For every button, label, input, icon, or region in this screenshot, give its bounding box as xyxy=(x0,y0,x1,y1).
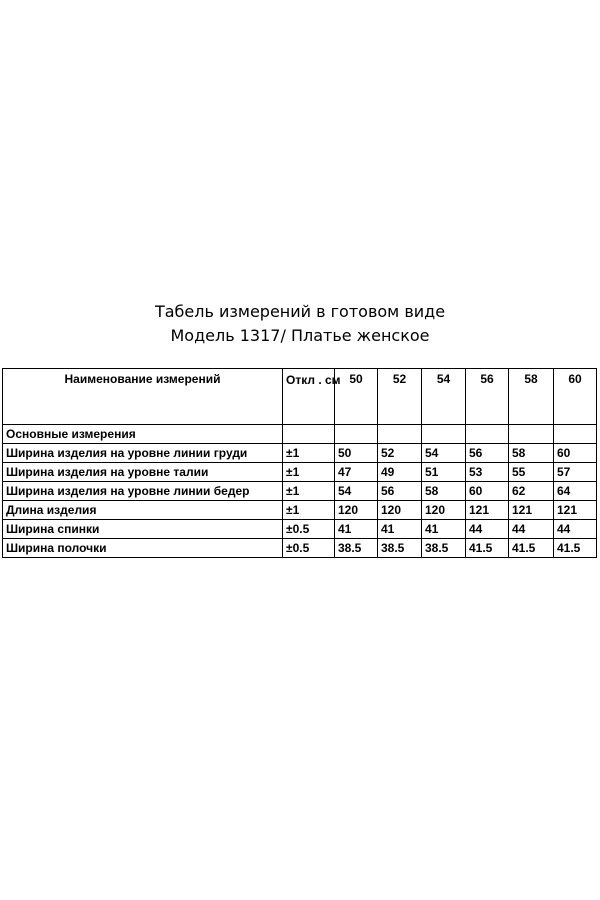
table-cell xyxy=(466,425,509,444)
row-value: 38.5 xyxy=(422,539,466,558)
table-cell xyxy=(378,425,422,444)
row-value: 44 xyxy=(509,520,554,539)
header-size: 54 xyxy=(422,369,466,425)
row-value: 120 xyxy=(378,501,422,520)
row-value: 121 xyxy=(554,501,597,520)
document-title xyxy=(0,300,600,348)
row-value: 58 xyxy=(422,482,466,501)
row-value: 44 xyxy=(554,520,597,539)
row-value: 41 xyxy=(335,520,378,539)
row-tolerance: ±1 xyxy=(283,501,335,520)
row-value: 60 xyxy=(554,444,597,463)
row-value: 60 xyxy=(466,482,509,501)
header-name: Наименование измерений xyxy=(3,369,283,425)
table-row xyxy=(3,463,597,482)
row-tolerance: ±1 xyxy=(283,482,335,501)
row-value: 52 xyxy=(378,444,422,463)
row-value: 53 xyxy=(466,463,509,482)
row-value: 58 xyxy=(509,444,554,463)
row-tolerance: ±0.5 xyxy=(283,520,335,539)
header-size: 56 xyxy=(466,369,509,425)
row-value: 49 xyxy=(378,463,422,482)
header-size: 50 xyxy=(335,369,378,425)
row-value: 41 xyxy=(422,520,466,539)
row-value: 57 xyxy=(554,463,597,482)
header-size: 60 xyxy=(554,369,597,425)
title-line-1: Табель измерений в готовом виде xyxy=(154,302,446,321)
row-tolerance: ±1 xyxy=(283,463,335,482)
table-cell xyxy=(509,425,554,444)
row-name: Ширина изделия на уровне линии груди xyxy=(3,444,283,463)
row-value: 56 xyxy=(466,444,509,463)
row-value: 120 xyxy=(335,501,378,520)
row-value: 47 xyxy=(335,463,378,482)
row-value: 54 xyxy=(422,444,466,463)
row-tolerance: ±1 xyxy=(283,444,335,463)
row-value: 120 xyxy=(422,501,466,520)
table-cell xyxy=(283,425,335,444)
table-row xyxy=(3,520,597,539)
table-row xyxy=(3,444,597,463)
row-value: 41 xyxy=(378,520,422,539)
row-name: Ширина полочки xyxy=(3,539,283,558)
row-tolerance: ±0.5 xyxy=(283,539,335,558)
header-tolerance: Откл . см xyxy=(283,369,335,425)
table-row xyxy=(3,539,597,558)
section-row xyxy=(3,425,597,444)
row-value: 56 xyxy=(378,482,422,501)
row-value: 55 xyxy=(509,463,554,482)
table-cell xyxy=(422,425,466,444)
table-header-row xyxy=(3,369,597,425)
row-value: 41.5 xyxy=(509,539,554,558)
row-value: 50 xyxy=(335,444,378,463)
table-cell xyxy=(335,425,378,444)
row-value: 54 xyxy=(335,482,378,501)
row-name: Ширина изделия на уровне талии xyxy=(3,463,283,482)
row-value: 121 xyxy=(466,501,509,520)
table-row xyxy=(3,482,597,501)
row-value: 44 xyxy=(466,520,509,539)
table-cell xyxy=(554,425,597,444)
table-row xyxy=(3,501,597,520)
row-value: 121 xyxy=(509,501,554,520)
row-value: 62 xyxy=(509,482,554,501)
header-size: 52 xyxy=(378,369,422,425)
row-value: 51 xyxy=(422,463,466,482)
section-label: Основные измерения xyxy=(3,425,283,444)
row-value: 41.5 xyxy=(466,539,509,558)
row-value: 38.5 xyxy=(335,539,378,558)
row-name: Ширина спинки xyxy=(3,520,283,539)
row-value: 41.5 xyxy=(554,539,597,558)
measurement-table xyxy=(2,368,597,558)
row-name: Длина изделия xyxy=(3,501,283,520)
row-name: Ширина изделия на уровне линии бедер xyxy=(3,482,283,501)
title-line-2: Модель 1317/ Платье женское xyxy=(170,326,430,345)
row-value: 64 xyxy=(554,482,597,501)
header-size: 58 xyxy=(509,369,554,425)
row-value: 38.5 xyxy=(378,539,422,558)
